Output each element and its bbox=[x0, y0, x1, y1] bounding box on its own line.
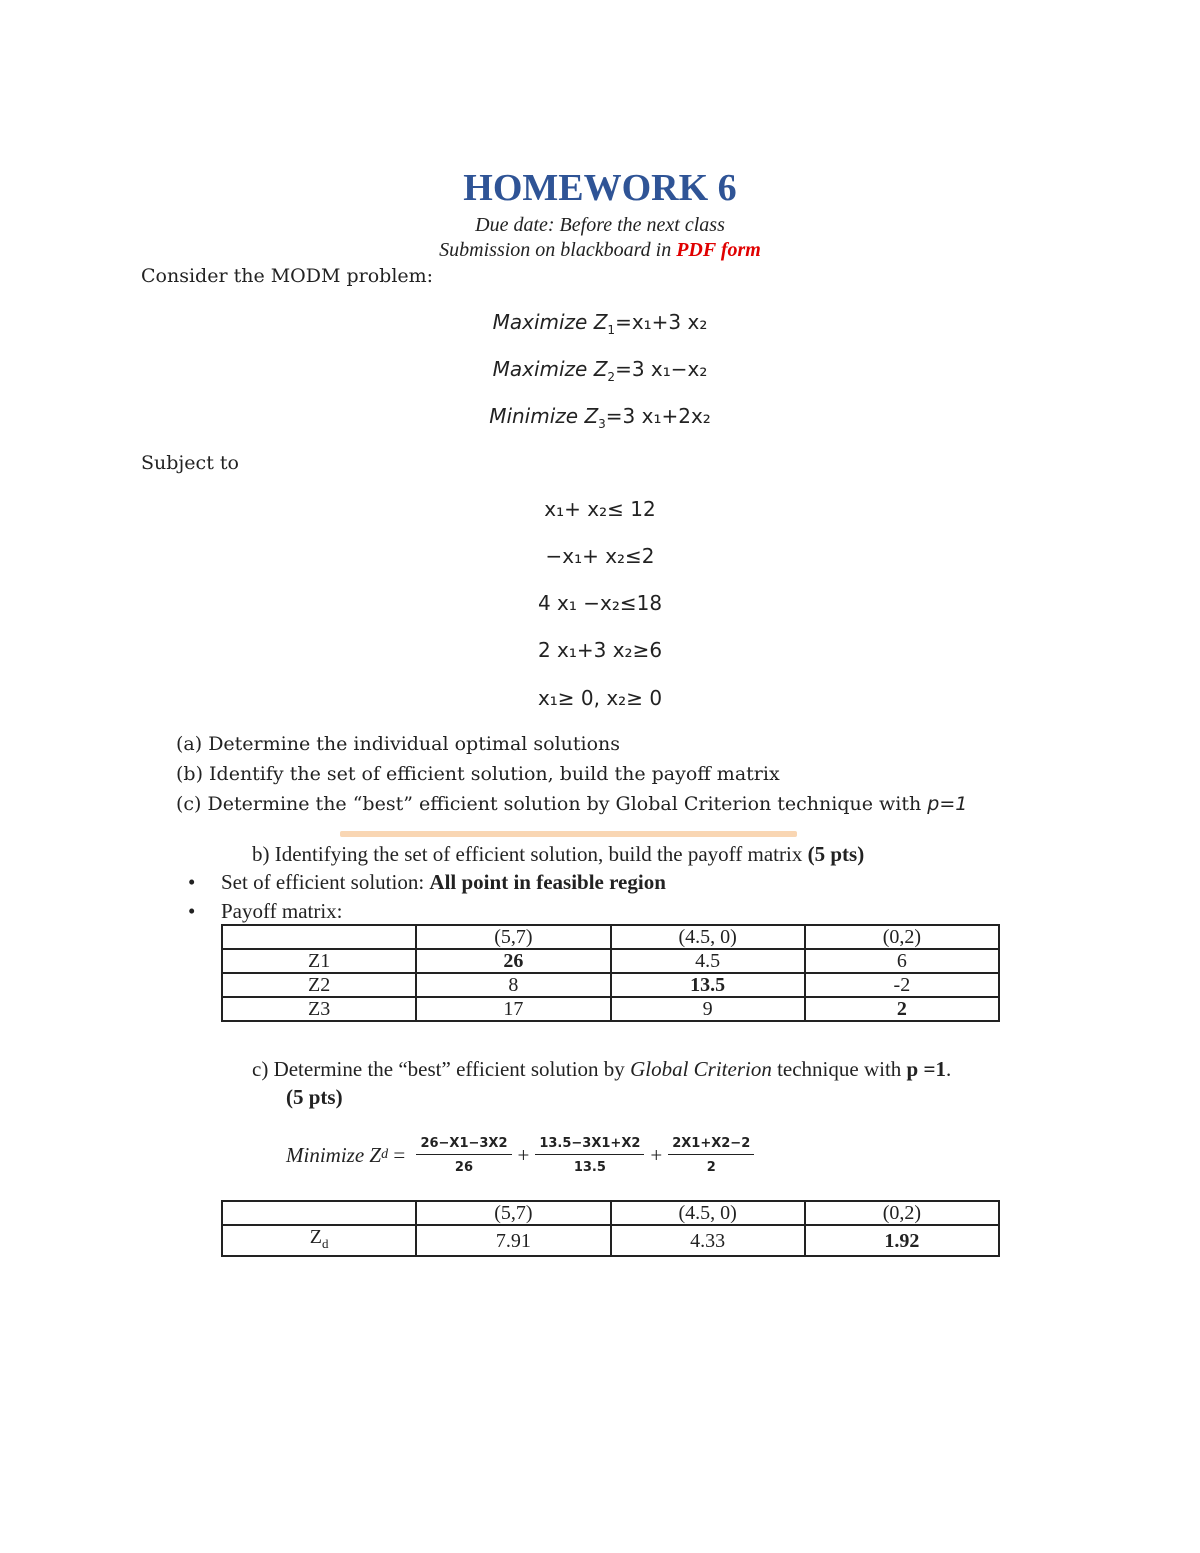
constraint-1: x₁+ x₂≤ 12 bbox=[544, 497, 656, 521]
table-cell: 9 bbox=[611, 997, 805, 1021]
answer-c-heading-italic: Global Criterion bbox=[630, 1057, 772, 1081]
question-c-text: (c) Determine the “best” efficient solution by Global Criterion technique with bbox=[176, 793, 928, 815]
objective-3 bbox=[0, 404, 1200, 431]
bullet-efficient-set-value: All point in feasible region bbox=[429, 870, 666, 894]
table-cell: 4.33 bbox=[611, 1225, 805, 1256]
submission-note bbox=[0, 239, 1200, 262]
bullet-dot: • bbox=[188, 899, 196, 923]
plus-sign: + bbox=[650, 1142, 663, 1167]
problem-intro: Consider the MODM problem: bbox=[141, 265, 434, 287]
answer-c-heading-end: . bbox=[945, 1057, 952, 1081]
table-row bbox=[222, 1225, 999, 1256]
objective-2-word: Maximize bbox=[492, 357, 588, 381]
fraction-2-denominator: 13.5 bbox=[573, 1159, 606, 1175]
answer-b-heading-text: b) Identifying the set of efficient solution, build the payoff matrix bbox=[252, 842, 808, 866]
row-label-zd-text: Z bbox=[309, 1226, 322, 1248]
table-cell: 7.91 bbox=[416, 1225, 610, 1256]
table-header-cell: (4.5, 0) bbox=[611, 1201, 805, 1225]
table-header-row bbox=[222, 925, 999, 949]
table-header-cell bbox=[222, 925, 416, 949]
bullet-payoff-matrix bbox=[188, 899, 343, 924]
fraction-3-denominator: 2 bbox=[706, 1159, 716, 1175]
bullet-dot: • bbox=[188, 870, 196, 894]
objective-3-word: Minimize bbox=[489, 404, 579, 428]
table-cell: 1.92 bbox=[805, 1225, 999, 1256]
page-title: HOMEWORK 6 bbox=[463, 167, 737, 209]
objective-1-sub: 1 bbox=[607, 323, 616, 337]
row-label-z1: Z1 bbox=[222, 949, 416, 973]
zd-table bbox=[221, 1200, 1000, 1257]
pdf-form-highlight: PDF form bbox=[676, 239, 761, 261]
table-header-row bbox=[222, 1201, 999, 1225]
objective-3-rhs: =3 x₁+2x₂ bbox=[605, 404, 711, 428]
submission-prefix: Submission on blackboard in bbox=[439, 239, 677, 261]
answer-c-heading-p: p =1 bbox=[906, 1057, 946, 1081]
answer-b-points: (5 pts) bbox=[807, 842, 865, 866]
fraction-2-numerator: 13.5−3X1+X2 bbox=[535, 1136, 644, 1155]
constraint-4: 2 x₁+3 x₂≥6 bbox=[537, 638, 663, 662]
table-cell: 6 bbox=[805, 949, 999, 973]
highlight-divider bbox=[340, 831, 797, 837]
objective-3-sub: 3 bbox=[598, 417, 606, 431]
fraction-1-numerator: 26−X1−3X2 bbox=[416, 1136, 511, 1155]
question-c bbox=[176, 793, 967, 815]
global-criterion-formula bbox=[286, 1132, 760, 1178]
objective-1-rhs: =x₁+3 x₂ bbox=[615, 310, 708, 334]
answer-c-heading-mid: technique with bbox=[771, 1057, 907, 1081]
row-label-zd bbox=[222, 1225, 416, 1256]
objective-1-word: Maximize bbox=[492, 310, 588, 334]
question-b: (b) Identify the set of efficient solution, build the payoff matrix bbox=[176, 763, 780, 785]
answer-c-heading-prefix: c) Determine the “best” efficient solution by bbox=[252, 1057, 631, 1081]
bullet-payoff-matrix-label: Payoff matrix: bbox=[221, 899, 343, 923]
objective-1-var: Z bbox=[593, 310, 608, 334]
answer-b-heading bbox=[252, 842, 864, 867]
table-row bbox=[222, 997, 999, 1021]
table-header-cell: (4.5, 0) bbox=[611, 925, 805, 949]
due-date: Due date: Before the next class bbox=[475, 214, 725, 236]
plus-sign: + bbox=[517, 1142, 530, 1167]
objective-2 bbox=[0, 357, 1200, 384]
table-cell: 8 bbox=[416, 973, 610, 997]
table-header-cell: (0,2) bbox=[805, 1201, 999, 1225]
objective-2-rhs: =3 x₁−x₂ bbox=[615, 357, 708, 381]
row-label-z3: Z3 bbox=[222, 997, 416, 1021]
payoff-matrix-table bbox=[221, 924, 1000, 1022]
table-header-cell: (5,7) bbox=[416, 925, 610, 949]
formula-equals: = bbox=[388, 1142, 411, 1167]
row-label-zd-sub: d bbox=[321, 1236, 329, 1251]
table-row bbox=[222, 949, 999, 973]
fraction-3 bbox=[668, 1136, 754, 1175]
table-header-cell: (0,2) bbox=[805, 925, 999, 949]
fraction-3-numerator: 2X1+X2−2 bbox=[668, 1136, 754, 1155]
formula-lhs: Minimize Z bbox=[286, 1142, 382, 1167]
table-row bbox=[222, 973, 999, 997]
fraction-1 bbox=[416, 1136, 511, 1175]
table-cell: 4.5 bbox=[611, 949, 805, 973]
fraction-1-denominator: 26 bbox=[454, 1159, 474, 1175]
subject-to-label: Subject to bbox=[141, 452, 239, 474]
objective-2-sub: 2 bbox=[607, 370, 616, 384]
table-cell: 17 bbox=[416, 997, 610, 1021]
answer-c-points: (5 pts) bbox=[286, 1085, 343, 1109]
bullet-efficient-set-label: Set of efficient solution: bbox=[221, 870, 430, 894]
table-cell: 2 bbox=[805, 997, 999, 1021]
constraint-2: −x₁+ x₂≤2 bbox=[545, 544, 655, 568]
bullet-efficient-set bbox=[188, 870, 666, 895]
table-header-cell: (5,7) bbox=[416, 1201, 610, 1225]
objective-2-var: Z bbox=[593, 357, 608, 381]
table-cell: 13.5 bbox=[611, 973, 805, 997]
table-cell: 26 bbox=[416, 949, 610, 973]
row-label-z2: Z2 bbox=[222, 973, 416, 997]
question-a: (a) Determine the individual optimal solutions bbox=[176, 733, 621, 755]
constraint-3: 4 x₁ −x₂≤18 bbox=[537, 591, 663, 615]
fraction-2 bbox=[535, 1136, 644, 1175]
table-cell: -2 bbox=[805, 973, 999, 997]
objective-3-var: Z bbox=[584, 404, 599, 428]
answer-c-heading bbox=[252, 1057, 951, 1082]
objective-1 bbox=[0, 310, 1200, 337]
constraint-5: x₁≥ 0, x₂≥ 0 bbox=[537, 686, 663, 710]
question-c-math: p=1 bbox=[927, 793, 968, 815]
table-header-cell bbox=[222, 1201, 416, 1225]
formula-lhs-sub: d bbox=[381, 1147, 389, 1162]
